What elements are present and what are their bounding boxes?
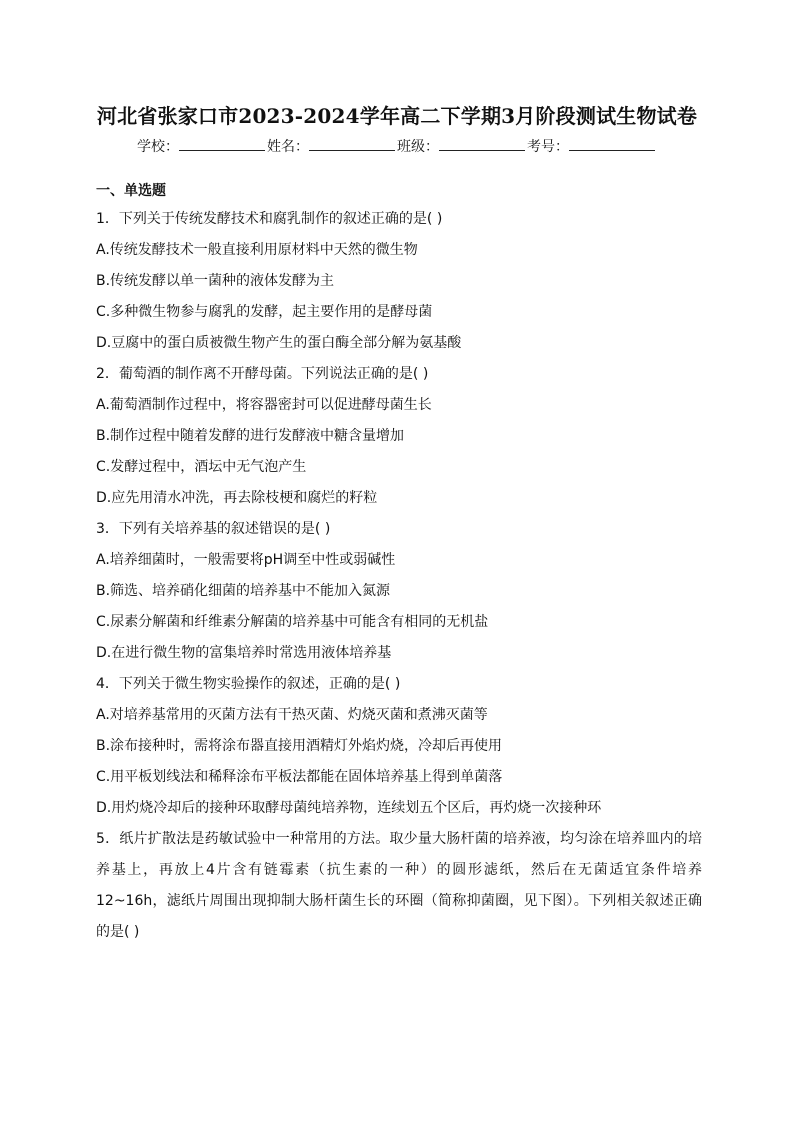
question-2-option-d: D.应先用清水冲洗，再去除枝梗和腐烂的籽粒 xyxy=(96,490,378,506)
question-1-stem: 1．下列关于传统发酵技术和腐乳制作的叙述正确的是( ) xyxy=(96,211,443,227)
question-1-option-c: C.多种微生物参与腐乳的发酵，起主要作用的是酵母菌 xyxy=(96,304,433,320)
school-label: 学校： xyxy=(137,139,179,155)
question-4-stem: 4．下列关于微生物实验操作的叙述，正确的是( ) xyxy=(96,676,401,692)
exam-no-label: 考号： xyxy=(527,139,569,155)
page-title: 河北省张家口市2023-2024学年高二下学期3月阶段测试生物试卷 xyxy=(96,104,698,128)
exam-no-blank[interactable] xyxy=(569,136,655,151)
question-list xyxy=(96,204,706,948)
question-2-option-b: B.制作过程中随着发酵的进行发酵液中糖含量增加 xyxy=(96,428,405,444)
school-blank[interactable] xyxy=(179,136,265,151)
class-blank[interactable] xyxy=(439,136,525,151)
question-3-option-c: C.尿素分解菌和纤维素分解菌的培养基中可能含有相同的无机盐 xyxy=(96,614,489,630)
question-2-stem: 2．葡萄酒的制作离不开酵母菌。下列说法正确的是( ) xyxy=(96,366,429,382)
question-1-option-b: B.传统发酵以单一菌种的液体发酵为主 xyxy=(96,273,335,289)
name-label: 姓名： xyxy=(267,139,309,155)
question-3-option-a: A.培养细菌时，一般需要将pH调至中性或弱碱性 xyxy=(96,552,396,568)
name-blank[interactable] xyxy=(309,136,395,151)
question-4-option-a: A.对培养基常用的灭菌方法有干热灭菌、灼烧灭菌和煮沸灭菌等 xyxy=(96,707,488,723)
question-4-option-c: C.用平板划线法和稀释涂布平板法都能在固体培养基上得到单菌落 xyxy=(96,769,503,785)
class-label: 班级： xyxy=(397,139,439,155)
student-info-line xyxy=(0,136,794,156)
question-2-option-a: A.葡萄酒制作过程中，将容器密封可以促进酵母菌生长 xyxy=(96,397,432,413)
question-2-option-c: C.发酵过程中，酒坛中无气泡产生 xyxy=(96,459,307,475)
section-heading: 一、单选题 xyxy=(96,183,166,199)
question-3-option-b: B.筛选、培养硝化细菌的培养基中不能加入氮源 xyxy=(96,583,391,599)
question-1-option-a: A.传统发酵技术一般直接利用原材料中天然的微生物 xyxy=(96,242,418,258)
question-3-stem: 3．下列有关培养基的叙述错误的是( ) xyxy=(96,521,331,537)
question-3-option-d: D.在进行微生物的富集培养时常选用液体培养基 xyxy=(96,645,392,661)
question-4-option-d: D.用灼烧冷却后的接种环取酵母菌纯培养物，连续划五个区后，再灼烧一次接种环 xyxy=(96,800,602,816)
question-1-option-d: D.豆腐中的蛋白质被微生物产生的蛋白酶全部分解为氨基酸 xyxy=(96,335,462,351)
question-5-stem: 5．纸片扩散法是药敏试验中一种常用的方法。取少量大肠杆菌的培养液，均匀涂在培养皿内的培养基上，再放上4片含有链霉素（抗生素的一种）的圆形滤纸，然后在无菌适宜条件培养12~16h，滤纸片周围出现抑制大肠杆菌生长的环圈（简称抑菌圈，见下图）。下列相关叙述正确的是( ) xyxy=(96,831,702,940)
question-4-option-b: B.涂布接种时，需将涂布器直接用酒精灯外焰灼烧，冷却后再使用 xyxy=(96,738,503,754)
